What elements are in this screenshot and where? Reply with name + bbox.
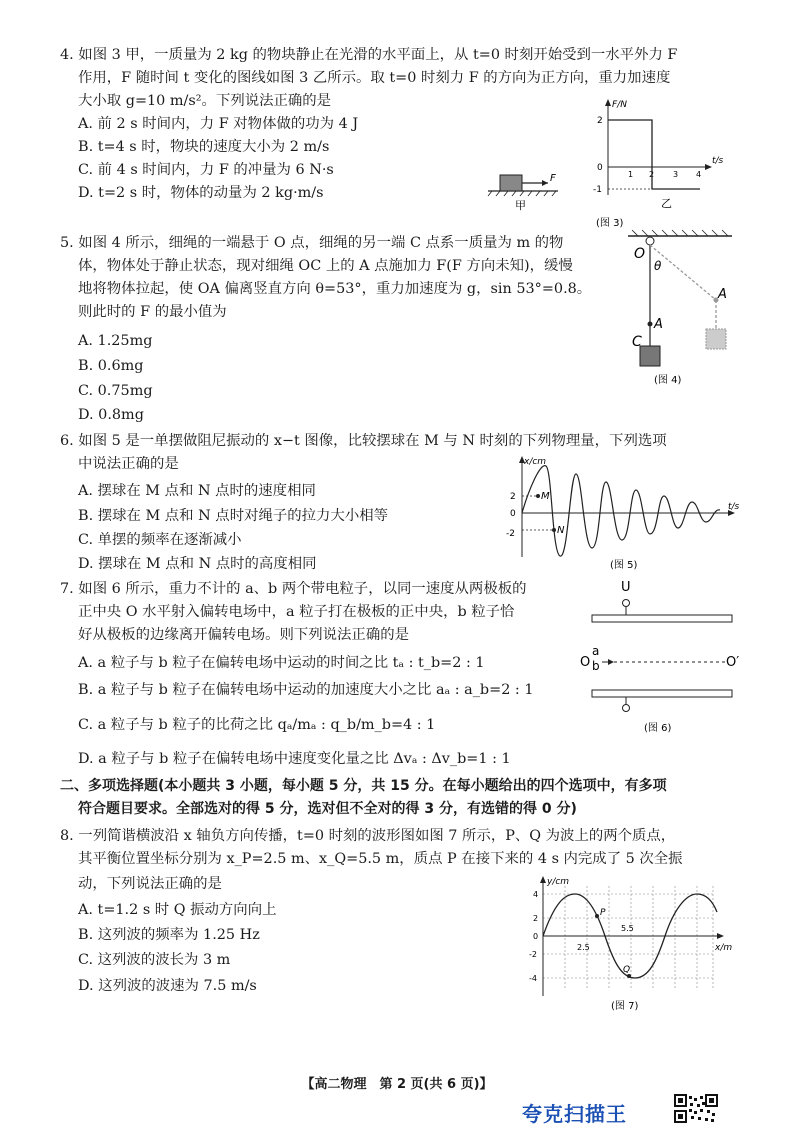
q4-stem-line-2: 作用，F 随时间 t 变化的图线如图 3 乙所示。取 t=0 时刻力 F 的方向为正方向，重力加速度 [78, 70, 671, 86]
q4-option-c: C. 前 4 s 时间内，力 F 的冲量为 6 N·s [78, 162, 334, 178]
q7-option-b: B. a 粒子与 b 粒子在偏转电场中运动的加速度大小之比 aₐ : a_b=2 : 1 [78, 682, 534, 698]
point-p: P [600, 908, 606, 918]
q6-option-d: D. 摆球在 M 点和 N 点时的高度相同 [78, 556, 317, 572]
q5-stem-line-3: 地将物体拉起，使 OA 偏离竖直方向 θ=53°，重力加速度为 g，sin 53°=0.8。 [78, 281, 592, 297]
xtick-4: 4 [696, 170, 702, 179]
ytick-neg2: -2 [529, 950, 537, 959]
page-footer: 【高二物理 第 2 页(共 6 页)】 [301, 1077, 493, 1092]
label-theta: θ [654, 259, 662, 273]
label-x-5-5: 5.5 [621, 924, 634, 933]
y-axis-label: x/cm [524, 457, 547, 467]
q6-option-a: A. 摆球在 M 点和 N 点时的速度相同 [78, 483, 316, 499]
q7-option-a: A. a 粒子与 b 粒子在偏转电场中运动的时间之比 tₐ : t_b=2 : 1 [78, 655, 485, 671]
xtick-3: 3 [673, 170, 679, 179]
q5-stem-line-1: 5. 如图 4 所示，细绳的一端悬于 O 点，细绳的另一端 C 点系一质量为 m 的物 [60, 235, 564, 251]
ytick-4: 4 [533, 890, 539, 899]
damped-curve [522, 466, 720, 556]
q8-option-d: D. 这列波的波速为 7.5 m/s [78, 978, 257, 994]
label-yi: 乙 [661, 197, 672, 210]
figure-3 [478, 95, 738, 230]
ytick-neg2: -2 [506, 529, 515, 539]
q6-option-c: C. 单摆的频率在逐渐减小 [78, 532, 242, 548]
q4-option-b: B. t=4 s 时，物块的速度大小为 2 m/s [78, 139, 330, 155]
label-o: O [634, 246, 646, 262]
q7-option-d: D. a 粒子与 b 粒子在偏转电场中速度变化量之比 Δvₐ : Δv_b=1 : 1 [78, 751, 511, 767]
ytick-2: 2 [597, 116, 603, 126]
q6-stem-line-1: 6. 如图 5 是一单摆做阻尼振动的 x−t 图像，比较摆球在 M 与 N 时刻的下列物理量，下列选项 [60, 433, 667, 449]
ytick-0: 0 [533, 932, 539, 941]
ytick-0: 0 [597, 163, 603, 173]
q8-stem-line-3: 动，下列说法正确的是 [78, 876, 222, 892]
label-u: U [621, 580, 631, 595]
q8-option-b: B. 这列波的频率为 1.25 Hz [78, 927, 260, 943]
figure-7-caption: (图 7) [611, 1001, 639, 1012]
xtick-2: 2 [649, 170, 655, 179]
figure-5-caption: (图 5) [610, 560, 638, 571]
label-b: b [592, 659, 600, 673]
label-a-initial: A [654, 317, 663, 332]
figure-6-caption: (图 6) [644, 723, 672, 734]
point-n: N [557, 525, 565, 536]
q7-stem-line-1: 7. 如图 6 所示，重力不计的 a、b 两个带电粒子，以同一速度从两极板的 [60, 581, 527, 597]
ytick-2: 2 [533, 914, 539, 923]
section2-heading-line-1: 二、多项选择题(本小题共 3 小题，每小题 5 分，共 15 分。在每小题给出的四个选项中，有多项 [60, 778, 667, 794]
q7-stem-line-3: 好从极板的边缘离开偏转电场。则下列说法正确的是 [78, 627, 409, 643]
figure-4 [620, 228, 750, 393]
q8-stem-line-2: 其平衡位置坐标分别为 x_P=2.5 m、x_Q=5.5 m，质点 P 在接下来的 4 s 内完成了 5 次全振 [78, 851, 683, 867]
figure-4-caption: (图 4) [654, 375, 682, 386]
q8-stem-line-1: 8. 一列简谐横波沿 x 轴负方向传播，t=0 时刻的波形图如图 7 所示，P、Q 为波上的两个质点， [60, 828, 676, 844]
label-jia: 甲 [515, 199, 526, 212]
q4-stem-line-3: 大小取 g=10 m/s²。下列说法正确的是 [78, 93, 332, 109]
q7-stem-line-2: 正中央 O 水平射入偏转电场中，a 粒子打在极板的正中央，b 粒子恰 [78, 604, 515, 620]
scanner-watermark: 夸克扫描王 [522, 1102, 627, 1126]
q4-option-a: A. 前 2 s 时间内，力 F 对物体做的功为 4 J [78, 116, 359, 132]
x-axis-label: t/s [728, 502, 740, 512]
x-axis-label: t/s [712, 156, 724, 166]
q5-option-c: C. 0.75mg [78, 383, 153, 399]
label-a-moved: A [718, 287, 727, 302]
block [500, 175, 522, 191]
q7-option-c: C. a 粒子与 b 粒子的比荷之比 qₐ/mₐ : q_b/m_b=4 : 1 [78, 717, 436, 733]
figure-5 [500, 452, 745, 574]
ytick-2: 2 [510, 492, 516, 502]
q4-option-d: D. t=2 s 时，物体的动量为 2 kg·m/s [78, 185, 324, 201]
ytick-neg4: -4 [529, 974, 537, 983]
q6-option-b: B. 摆球在 M 点和 N 点时对绳子的拉力大小相等 [78, 508, 388, 524]
q8-option-c: C. 这列波的波长为 3 m [78, 952, 231, 968]
force-label: F [550, 173, 556, 184]
y-axis-label: y/cm [547, 877, 570, 887]
point-m: M [541, 491, 550, 502]
q5-option-a: A. 1.25mg [78, 333, 153, 349]
label-x-2-5: 2.5 [577, 943, 590, 952]
section2-heading-line-2: 符合题目要求。全部选对的得 5 分，选对但不全对的得 3 分，有选错的得 0 分) [78, 801, 577, 817]
q8-option-a: A. t=1.2 s 时 Q 振动方向向上 [78, 902, 277, 918]
xtick-1: 1 [628, 170, 634, 179]
q5-stem-line-4: 则此时的 F 的最小值为 [78, 304, 227, 320]
ytick-0: 0 [510, 509, 516, 519]
label-c: C [632, 334, 642, 350]
figure-6 [578, 575, 748, 740]
point-q: Q [623, 965, 631, 975]
y-axis-label: F/N [612, 100, 627, 110]
q5-option-b: B. 0.6mg [78, 358, 144, 374]
figure-3-caption: (图 3) [596, 218, 624, 229]
q5-option-d: D. 0.8mg [78, 407, 144, 423]
q6-stem-line-2: 中说法正确的是 [78, 456, 179, 472]
label-o-prime: O′ [726, 655, 740, 670]
q5-stem-line-2: 体，物体处于静止状态，现对细绳 OC 上的 A 点施加力 F(F 方向未知)，缓慢 [78, 258, 573, 274]
qr-code-icon [674, 1094, 718, 1123]
label-a: a [592, 644, 600, 658]
label-o: O [580, 655, 591, 670]
q4-stem-line-1: 4. 如图 3 甲，一质量为 2 kg 的物块静止在光滑的水平面上，从 t=0 时刻开始受到一水平外力 F [60, 47, 678, 63]
x-axis-label: x/m [715, 943, 733, 953]
ytick-neg1: -1 [593, 185, 602, 195]
figure-7 [525, 872, 745, 1014]
